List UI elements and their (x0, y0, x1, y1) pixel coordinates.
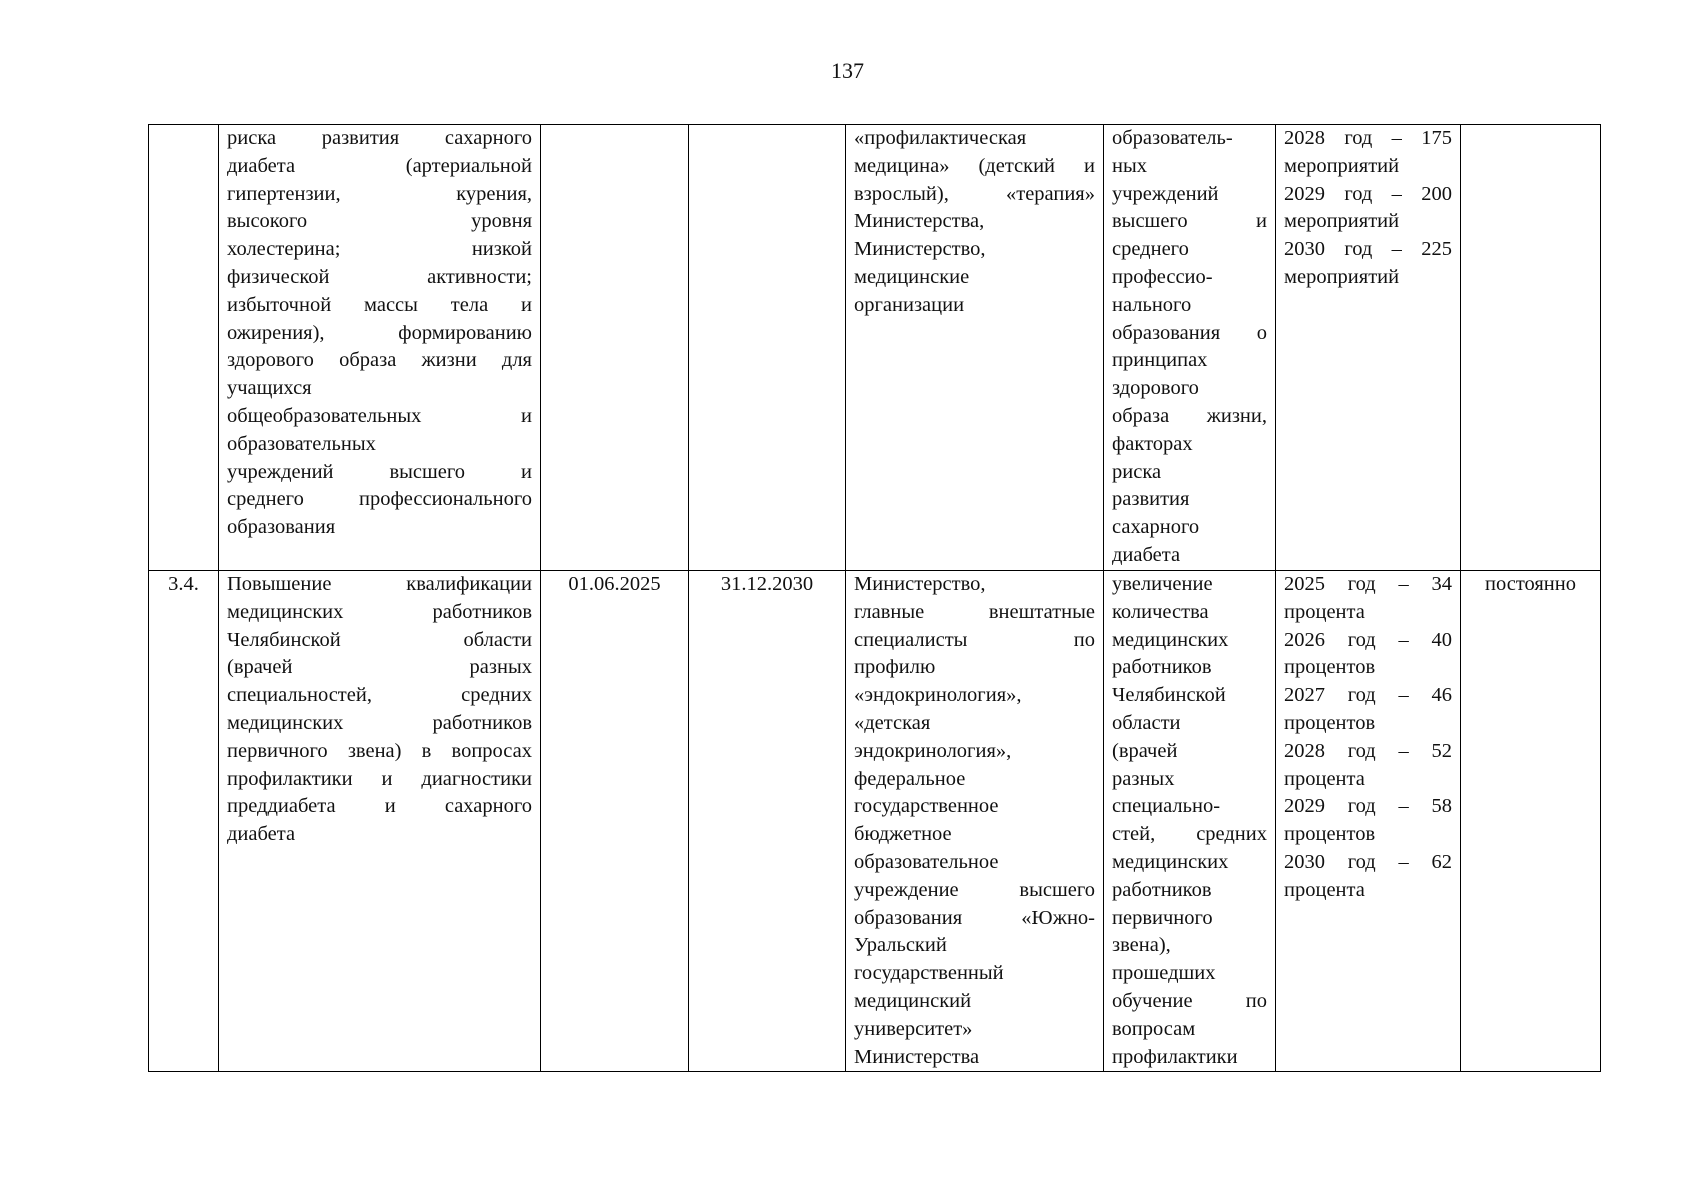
event-cell-line: учреждений высшего и (227, 460, 532, 483)
result-cell-line: стей, средних (1112, 823, 1267, 846)
result-cell-line: нального (1112, 293, 1192, 316)
indicator-cell-line: 2025 год – 34 (1284, 573, 1452, 595)
result-cell-line: работников (1112, 656, 1212, 679)
result-cell-line: специально- (1112, 795, 1221, 818)
result-cell-line: учреждений (1112, 182, 1219, 205)
event-cell-line: медицинских работников (227, 711, 532, 734)
indicator-cell-line: процента (1284, 767, 1365, 790)
result-cell-line: работников (1112, 878, 1212, 901)
event-cell-line: здорового образа жизни для (227, 349, 532, 372)
result-cell-line: риска (1112, 460, 1162, 483)
result-cell-line: вопросам (1112, 1017, 1196, 1040)
responsible-cell-line: взрослый), «терапия» (854, 182, 1095, 205)
responsible-cell-line: университет» (854, 1017, 973, 1040)
event-cell-line: холестерина; низкой (227, 238, 532, 261)
result-cell-line: высшего и (1112, 210, 1267, 233)
event-cell-line: преддиабета и сахарного (227, 795, 532, 818)
result-cell-line: (врачей (1112, 739, 1178, 762)
result-cell-line: медицинских (1112, 628, 1229, 651)
result-cell (1104, 125, 1276, 571)
end-date-cell: 31.12.2030 (689, 571, 846, 1072)
result-cell-line: области (1112, 711, 1181, 734)
row-number-cell: 3.4. (149, 571, 219, 1072)
table-row (149, 571, 1601, 1072)
event-cell-line: диабета (227, 823, 296, 846)
responsible-cell-line: образовательное (854, 850, 999, 873)
indicator-cell-line: процентов (1284, 711, 1376, 734)
indicator-cell-line: мероприятий (1284, 210, 1400, 233)
responsible-cell-line: организации (854, 293, 965, 316)
result-cell-line: профессио- (1112, 265, 1213, 288)
responsible-cell-line: медицина» (детский и (854, 154, 1095, 177)
indicator-cell-line: 2028 год – 52 (1284, 739, 1452, 762)
event-cell-line: (врачей разных (227, 656, 532, 679)
result-cell-line: образа жизни, (1112, 404, 1267, 427)
table-row (149, 125, 1601, 571)
start-date-cell: 01.06.2025 (541, 571, 689, 1072)
event-cell-line: диабета (артериальной (227, 154, 532, 177)
responsible-cell-line: «профилактическая (854, 127, 1027, 149)
responsible-cell-line: учреждение высшего (854, 878, 1095, 901)
result-cell-line: увеличение (1112, 573, 1213, 595)
event-cell (219, 571, 541, 1072)
result-cell-line: среднего (1112, 238, 1189, 261)
event-cell-line: общеобразовательных и (227, 404, 532, 427)
periodicity-cell (1461, 125, 1601, 571)
responsible-cell-line: федеральное (854, 767, 966, 790)
result-cell-line: медицинских (1112, 850, 1229, 873)
indicator-cell-line: 2028 год – 175 (1284, 127, 1452, 149)
event-cell-line: риска развития сахарного (227, 127, 532, 149)
result-cell-line: Челябинской (1112, 684, 1226, 707)
responsible-cell-line: бюджетное (854, 823, 952, 846)
event-cell-line: медицинских работников (227, 600, 532, 623)
result-cell-line: диабета (1112, 543, 1181, 566)
event-cell-line: гипертензии, курения, (227, 182, 532, 205)
event-cell (219, 125, 541, 571)
event-cell-line: Челябинской области (227, 628, 532, 651)
indicator-cell-line: мероприятий (1284, 154, 1400, 177)
event-cell-line: среднего профессионального (227, 488, 532, 511)
responsible-cell-line: специалисты по (854, 628, 1095, 651)
responsible-cell-line: государственный (854, 962, 1004, 985)
result-cell-line: ных (1112, 154, 1147, 177)
responsible-cell (846, 571, 1104, 1072)
indicator-cell-line: процентов (1284, 656, 1376, 679)
indicator-cell-line: процентов (1284, 823, 1376, 846)
event-cell-line: учащихся (227, 377, 312, 400)
result-cell-line: профилактики (1112, 1045, 1238, 1068)
start-date-cell (541, 125, 689, 571)
indicator-cell-line: 2029 год – 200 (1284, 182, 1452, 205)
event-cell-line: образования (227, 516, 336, 539)
result-cell-line: обучение по (1112, 989, 1267, 1012)
result-cell-line: разных (1112, 767, 1175, 790)
result-cell-line: звена), (1112, 934, 1171, 957)
responsible-cell-line: государственное (854, 795, 999, 818)
result-cell-line: прошедших (1112, 962, 1216, 985)
result-cell-line: здорового (1112, 377, 1199, 400)
event-cell-line: профилактики и диагностики (227, 767, 532, 790)
row-number-cell (149, 125, 219, 571)
indicator-cell-line: мероприятий (1284, 265, 1400, 288)
event-cell-line: избыточной массы тела и (227, 293, 532, 316)
indicator-cell-line: 2030 год – 62 (1284, 850, 1452, 873)
responsible-cell-line: «эндокринология», (854, 684, 1022, 707)
result-cell-line: факторах (1112, 432, 1193, 455)
responsible-cell-line: Министерство, (854, 238, 986, 261)
result-cell-line: количества (1112, 600, 1209, 623)
responsible-cell-line: эндокринология», (854, 739, 1012, 762)
event-cell-line: специальностей, средних (227, 684, 532, 707)
end-date-cell (689, 125, 846, 571)
indicator-cell-line: процента (1284, 600, 1365, 623)
indicator-cell-line: 2027 год – 46 (1284, 684, 1452, 707)
responsible-cell-line: Министерство, (854, 573, 986, 595)
event-cell-line: первичного звена) в вопросах (227, 739, 532, 762)
result-cell-line: развития (1112, 488, 1190, 511)
result-cell-line: принципах (1112, 349, 1208, 372)
responsible-cell-line: образования «Южно- (854, 906, 1095, 929)
indicator-cell-line: 2030 год – 225 (1284, 238, 1452, 261)
responsible-cell-line: Министерства, (854, 210, 985, 233)
result-cell-line: первичного (1112, 906, 1213, 929)
responsible-cell-line: профилю (854, 656, 936, 679)
responsible-cell (846, 125, 1104, 571)
indicator-cell-line: 2029 год – 58 (1284, 795, 1452, 818)
result-cell-line: образования о (1112, 321, 1267, 344)
indicator-cell-line: 2026 год – 40 (1284, 628, 1452, 651)
indicator-cell (1276, 571, 1461, 1072)
event-cell-line: образовательных (227, 432, 376, 455)
responsible-cell-line: Уральский (854, 934, 947, 957)
indicator-cell-line: процента (1284, 878, 1365, 901)
indicator-cell (1276, 125, 1461, 571)
result-cell (1104, 571, 1276, 1072)
measures-table (148, 124, 1601, 1072)
responsible-cell-line: медицинский (854, 989, 972, 1012)
event-cell-line: ожирения), формированию (227, 321, 532, 344)
event-cell-line: Повышение квалификации (227, 573, 532, 595)
event-cell-line: физической активности; (227, 265, 532, 288)
responsible-cell-line: Министерства (854, 1045, 980, 1068)
periodicity-cell: постоянно (1461, 571, 1601, 1072)
responsible-cell-line: медицинские (854, 265, 970, 288)
responsible-cell-line: главные внештатные (854, 600, 1095, 623)
event-cell-line: высокого уровня (227, 210, 532, 233)
responsible-cell-line: «детская (854, 711, 931, 734)
result-cell-line: образователь- (1112, 127, 1233, 149)
result-cell-line: сахарного (1112, 516, 1200, 539)
page-number: 137 (831, 58, 864, 83)
